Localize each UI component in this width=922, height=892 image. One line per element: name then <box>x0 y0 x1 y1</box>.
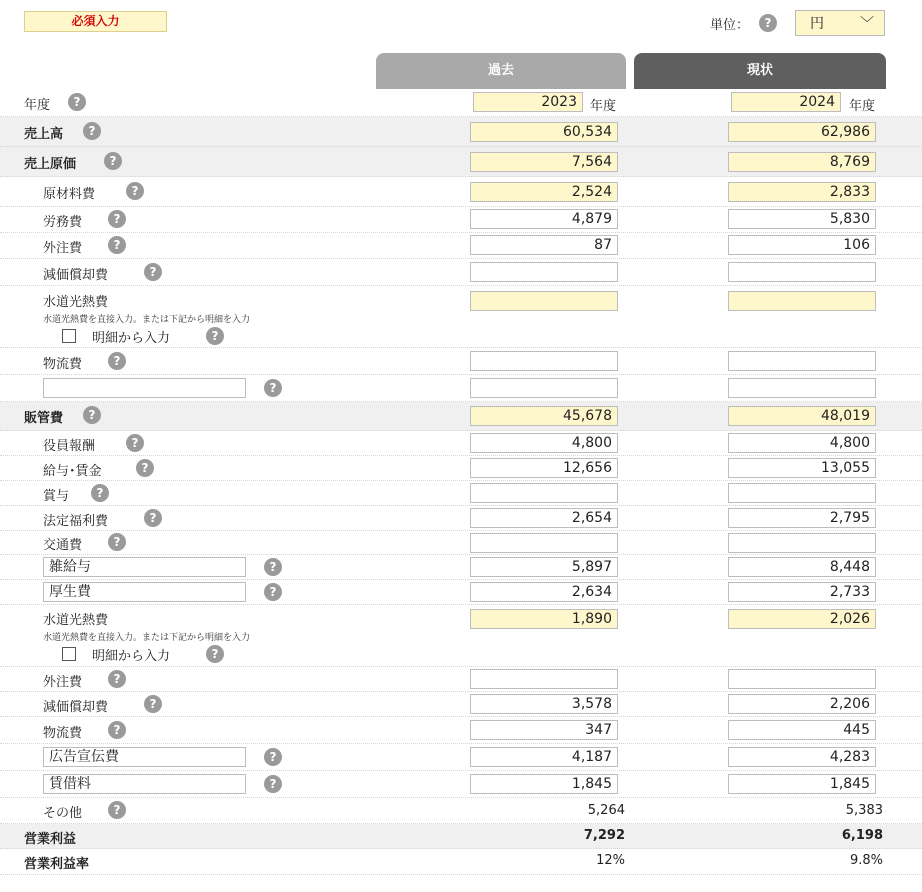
depreciation-current-input[interactable] <box>728 262 876 282</box>
row-sga-utilities <box>0 605 922 667</box>
row-operating-profit <box>0 824 922 849</box>
help-icon[interactable]: ? <box>108 670 126 688</box>
column-header-past: 過去 <box>376 53 626 89</box>
help-icon[interactable]: ? <box>108 352 126 370</box>
salaries-current-input[interactable]: 13,055 <box>728 458 876 478</box>
custom-cogs-current-input[interactable] <box>728 378 876 398</box>
officer-pay-current-input[interactable]: 4,800 <box>728 433 876 453</box>
help-icon[interactable]: ? <box>108 721 126 739</box>
row-utilities <box>0 286 922 348</box>
row-rent <box>0 771 922 798</box>
utilities-note: 水道光熱費を直接入力。または下記から明細を入力 <box>43 633 251 643</box>
operating-margin-past-value: 12% <box>596 853 625 868</box>
help-icon[interactable]: ? <box>206 645 224 663</box>
materials-past-input[interactable]: 2,524 <box>470 182 618 202</box>
row-label: 外注費 <box>43 675 83 690</box>
help-icon[interactable]: ? <box>144 695 162 713</box>
detail-checkbox-label: 明細から入力 <box>92 649 171 664</box>
row-benefits <box>0 580 922 605</box>
advertising-past-input[interactable]: 4,187 <box>470 747 618 767</box>
help-icon[interactable]: ? <box>126 182 144 200</box>
row-advertising <box>0 744 922 771</box>
row-year <box>0 89 922 117</box>
row-label: その他 <box>43 806 83 821</box>
row-sga-logistics <box>0 717 922 744</box>
row-label: 営業利益 <box>24 832 77 847</box>
cogs-past-input[interactable]: 7,564 <box>470 152 618 172</box>
sga-utilities-current-input[interactable]: 2,026 <box>728 609 876 629</box>
help-icon[interactable]: ? <box>83 406 101 424</box>
utilities-current-input[interactable] <box>728 291 876 311</box>
help-icon[interactable]: ? <box>264 558 282 576</box>
misc-pay-current-input[interactable]: 8,448 <box>728 557 876 577</box>
help-icon[interactable]: ? <box>108 801 126 819</box>
row-label: 物流費 <box>43 357 83 372</box>
row-label: 労務費 <box>43 215 83 230</box>
sga-logistics-current-input[interactable]: 445 <box>728 720 876 740</box>
welfare-current-input[interactable]: 2,795 <box>728 508 876 528</box>
operating-margin-current-value: 9.8% <box>849 853 883 868</box>
other-past-value: 5,264 <box>587 803 625 818</box>
custom-item-name-input[interactable] <box>43 378 246 398</box>
row-sga <box>0 402 922 431</box>
required-input-badge: 必須入力 <box>24 11 167 32</box>
labor-past-input[interactable]: 4,879 <box>470 209 618 229</box>
year-current-input[interactable]: 2024 <box>731 92 841 112</box>
help-icon[interactable]: ? <box>136 459 154 477</box>
row-sales <box>0 117 922 147</box>
sga-past-input[interactable]: 45,678 <box>470 406 618 426</box>
row-label: 給与･賃金 <box>43 464 102 479</box>
outsourcing-current-input[interactable]: 106 <box>728 235 876 255</box>
benefits-current-input[interactable]: 2,733 <box>728 582 876 602</box>
row-depreciation <box>0 259 922 286</box>
row-sga-outsourcing <box>0 667 922 692</box>
help-icon[interactable]: ? <box>144 509 162 527</box>
year-unit-label: 年度 <box>849 99 876 114</box>
row-label: 減価償却費 <box>43 268 109 283</box>
travel-past-input[interactable] <box>470 533 618 553</box>
row-materials <box>0 177 922 207</box>
help-icon[interactable]: ? <box>144 263 162 281</box>
utilities-note: 水道光熱費を直接入力。または下記から明細を入力 <box>43 315 251 325</box>
rent-past-input[interactable]: 1,845 <box>470 774 618 794</box>
officer-pay-past-input[interactable]: 4,800 <box>470 433 618 453</box>
detail-checkbox-label: 明細から入力 <box>92 331 171 346</box>
row-label: 減価償却費 <box>43 700 109 715</box>
unit-value: 円 <box>810 16 824 32</box>
advertising-current-input[interactable]: 4,283 <box>728 747 876 767</box>
row-welfare <box>0 506 922 531</box>
custom-item-name-input[interactable]: 雑給与 <box>43 557 246 577</box>
custom-item-name-input[interactable]: 賃借料 <box>43 774 246 794</box>
unit-select[interactable] <box>795 10 885 36</box>
bonus-past-input[interactable] <box>470 483 618 503</box>
row-salaries <box>0 456 922 481</box>
custom-item-name-input[interactable]: 厚生費 <box>43 582 246 602</box>
row-label: 年度 <box>24 98 51 113</box>
help-icon[interactable]: ? <box>264 583 282 601</box>
row-operating-margin <box>0 849 922 875</box>
cogs-current-input[interactable]: 8,769 <box>728 152 876 172</box>
row-sga-depreciation <box>0 692 922 717</box>
row-label: 役員報酬 <box>43 439 96 454</box>
row-bonus <box>0 481 922 506</box>
help-icon[interactable]: ? <box>108 236 126 254</box>
help-icon[interactable]: ? <box>759 14 777 32</box>
row-other <box>0 798 922 824</box>
utilities-past-input[interactable] <box>470 291 618 311</box>
logistics-current-input[interactable] <box>728 351 876 371</box>
custom-item-name-input[interactable]: 広告宣伝費 <box>43 747 246 767</box>
operating-profit-past-value: 7,292 <box>583 828 625 843</box>
row-custom-cogs <box>0 375 922 402</box>
bonus-current-input[interactable] <box>728 483 876 503</box>
year-past-input[interactable]: 2023 <box>473 92 583 112</box>
help-icon[interactable]: ? <box>264 748 282 766</box>
help-icon[interactable]: ? <box>108 533 126 551</box>
row-label: 売上高 <box>24 127 64 142</box>
row-logistics <box>0 348 922 375</box>
row-label: 原材料費 <box>43 187 96 202</box>
help-icon[interactable]: ? <box>104 152 122 170</box>
labor-current-input[interactable]: 5,830 <box>728 209 876 229</box>
chevron-down-icon: ﹀ <box>860 16 874 32</box>
row-misc-pay <box>0 555 922 580</box>
sales-current-input[interactable]: 62,986 <box>728 122 876 142</box>
row-officer-pay <box>0 431 922 456</box>
row-labor <box>0 207 922 233</box>
logistics-past-input[interactable] <box>470 351 618 371</box>
benefits-past-input[interactable]: 2,634 <box>470 582 618 602</box>
sga-outsourcing-past-input[interactable] <box>470 669 618 689</box>
row-travel <box>0 531 922 555</box>
column-header-current: 現状 <box>634 53 886 89</box>
row-label: 販管費 <box>24 411 64 426</box>
help-icon[interactable]: ? <box>126 434 144 452</box>
help-icon[interactable]: ? <box>83 122 101 140</box>
detail-checkbox[interactable] <box>62 647 76 661</box>
row-label: 売上原価 <box>24 157 77 172</box>
sales-past-input[interactable]: 60,534 <box>470 122 618 142</box>
sga-depreciation-past-input[interactable]: 3,578 <box>470 694 618 714</box>
other-current-value: 5,383 <box>845 803 883 818</box>
help-icon[interactable]: ? <box>264 379 282 397</box>
help-icon[interactable]: ? <box>91 484 109 502</box>
year-unit-label: 年度 <box>590 99 617 114</box>
misc-pay-past-input[interactable]: 5,897 <box>470 557 618 577</box>
welfare-past-input[interactable]: 2,654 <box>470 508 618 528</box>
row-outsourcing <box>0 233 922 259</box>
operating-profit-current-value: 6,198 <box>841 828 883 843</box>
row-label: 物流費 <box>43 726 83 741</box>
row-label: 水道光熱費 <box>43 295 109 310</box>
unit-label: 単位： <box>709 17 749 33</box>
custom-cogs-past-input[interactable] <box>470 378 618 398</box>
sga-current-input[interactable]: 48,019 <box>728 406 876 426</box>
depreciation-past-input[interactable] <box>470 262 618 282</box>
sga-outsourcing-current-input[interactable] <box>728 669 876 689</box>
sga-utilities-past-input[interactable]: 1,890 <box>470 609 618 629</box>
travel-current-input[interactable] <box>728 533 876 553</box>
detail-checkbox[interactable] <box>62 329 76 343</box>
row-label: 法定福利費 <box>43 514 109 529</box>
help-icon[interactable]: ? <box>68 93 86 111</box>
materials-current-input[interactable]: 2,833 <box>728 182 876 202</box>
salaries-past-input[interactable]: 12,656 <box>470 458 618 478</box>
row-cogs <box>0 147 922 177</box>
rent-current-input[interactable]: 1,845 <box>728 774 876 794</box>
help-icon[interactable]: ? <box>108 210 126 228</box>
sga-depreciation-current-input[interactable]: 2,206 <box>728 694 876 714</box>
row-label: 外注費 <box>43 241 83 256</box>
help-icon[interactable]: ? <box>206 327 224 345</box>
row-label: 営業利益率 <box>24 857 90 872</box>
sga-logistics-past-input[interactable]: 347 <box>470 720 618 740</box>
row-label: 賞与 <box>43 489 70 504</box>
unit-selector-area <box>710 10 885 36</box>
outsourcing-past-input[interactable]: 87 <box>470 235 618 255</box>
row-label: 交通費 <box>43 538 83 553</box>
help-icon[interactable]: ? <box>264 775 282 793</box>
row-label: 水道光熱費 <box>43 613 109 628</box>
